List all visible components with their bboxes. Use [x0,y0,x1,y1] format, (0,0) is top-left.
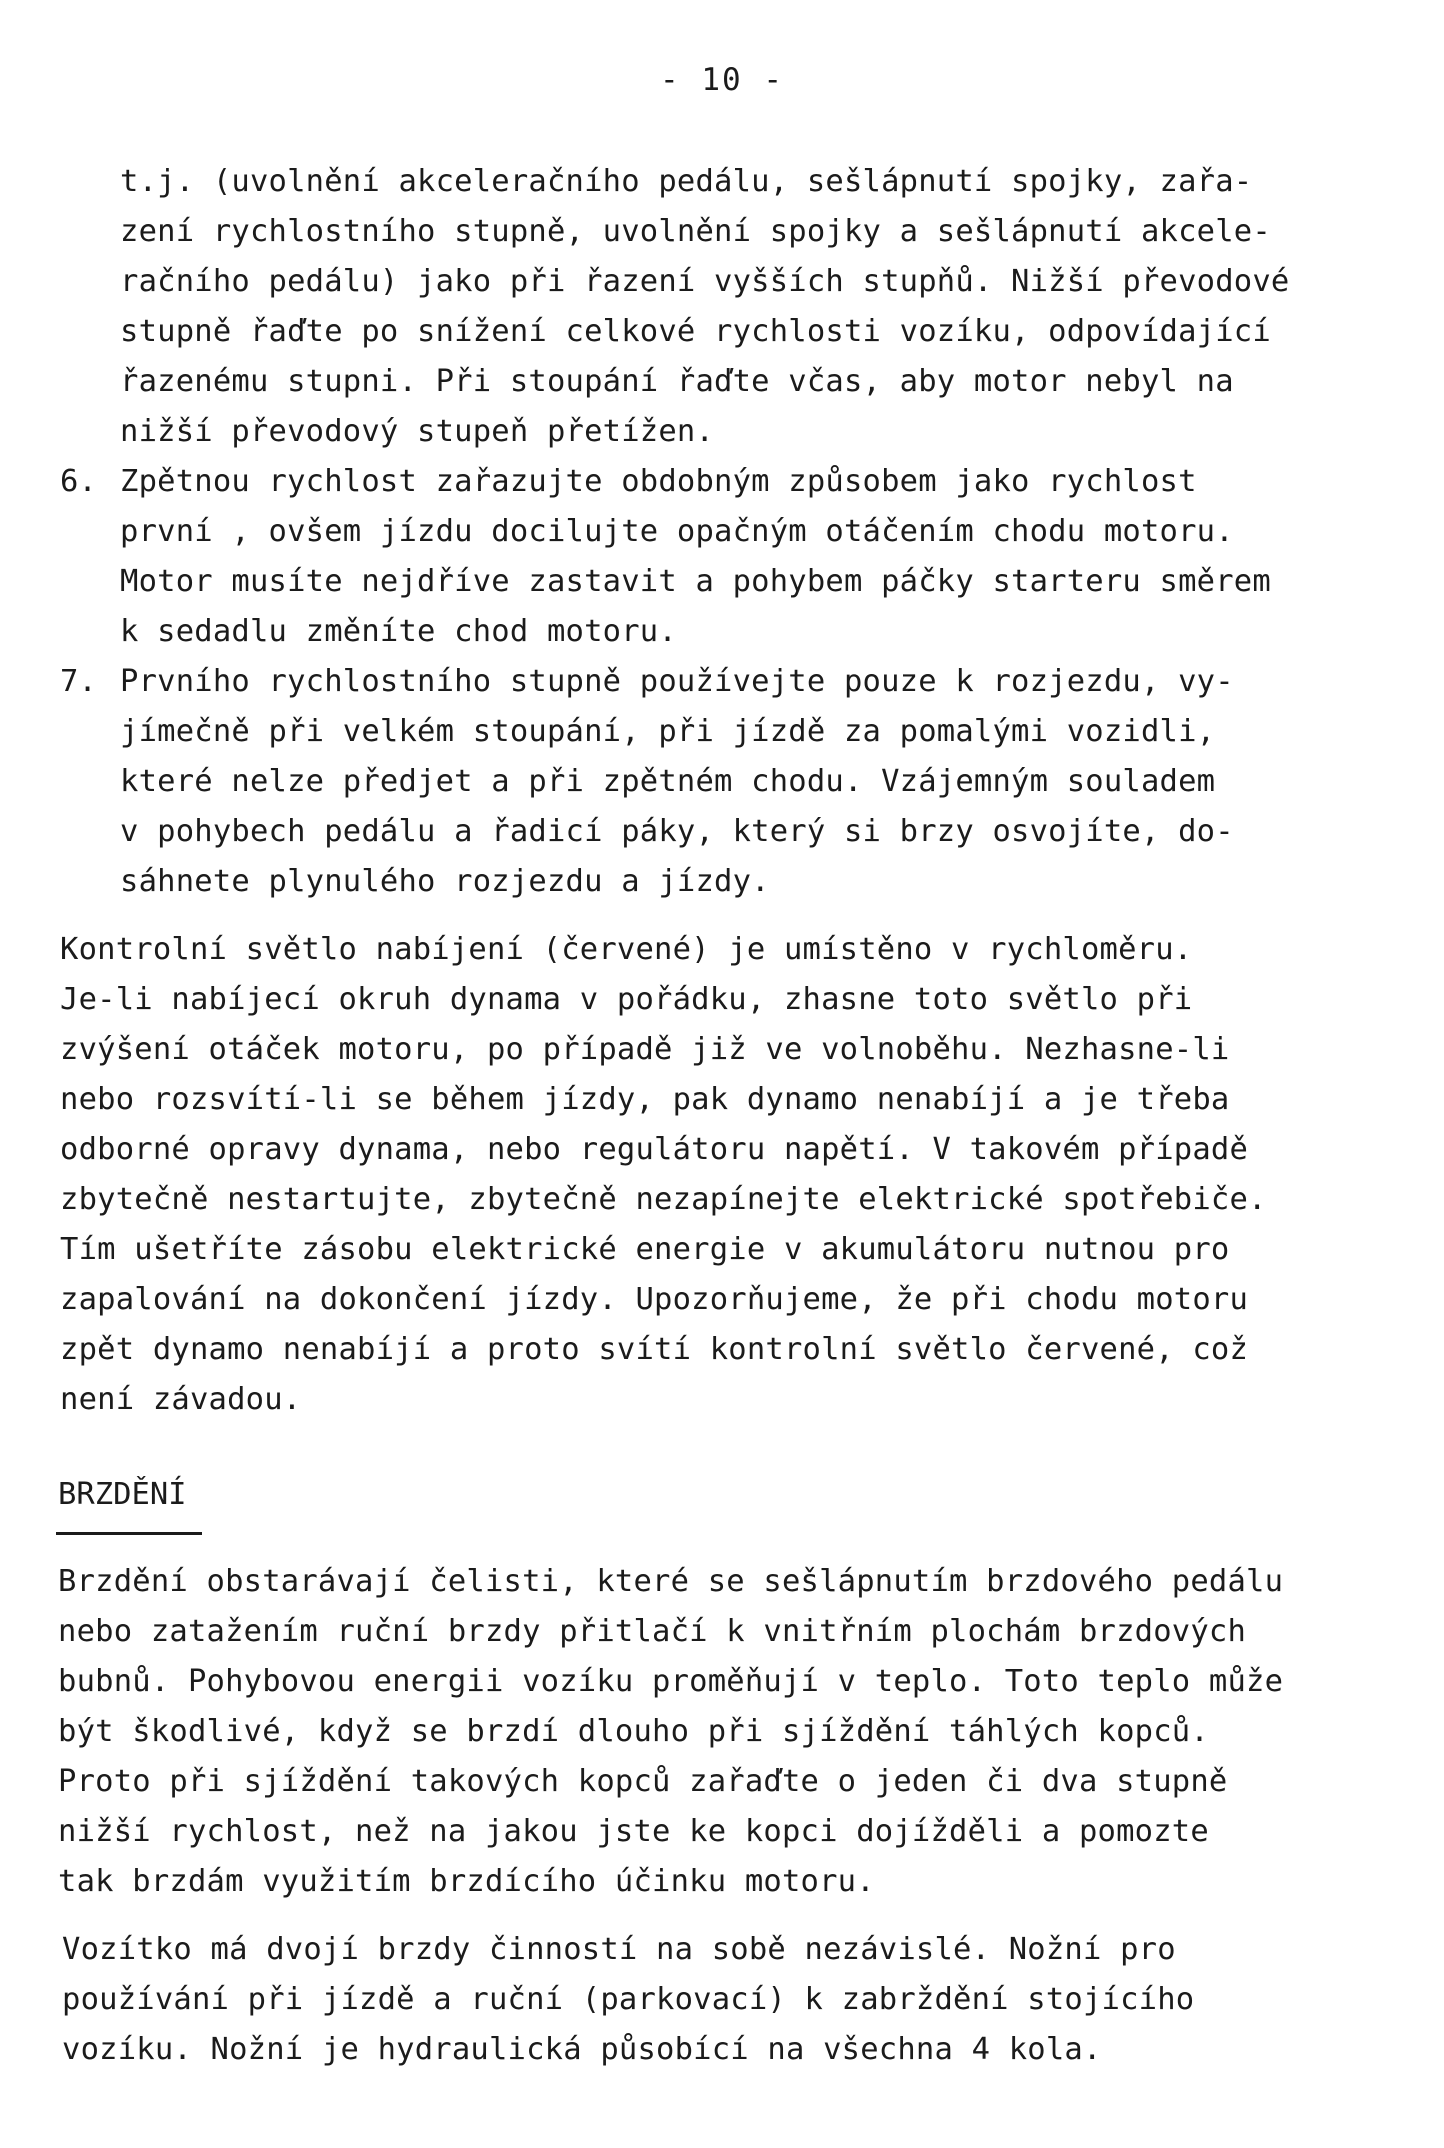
text-line: zení rychlostního stupně, uvolnění spojky a sešlápnutí akcele- [120,214,1271,249]
text-line: nižší rychlost, než na jakou jste ke kopci dojížděli a pomozte [58,1814,1209,1849]
text-line: které nelze předjet a při zpětném chodu. Vzájemným souladem [120,764,1216,799]
text-line: t.j. (uvolnění akceleračního pedálu, sešlápnutí spojky, zařa- [120,164,1253,199]
text-line: k sedadlu změníte chod motoru. [120,614,677,649]
text-line: nebo zatažením ruční brzdy přitlačí k vnitřním plochám brzdových [58,1614,1247,1649]
text-line: být škodlivé, když se brzdí dlouho při sjíždění táhlých kopců. [58,1714,1209,1749]
text-line: Prvního rychlostního stupně používejte pouze k rozjezdu, vy- [120,664,1234,699]
text-line: stupně řaďte po snížení celkové rychlosti vozíku, odpovídající [120,314,1271,349]
text-line: Zpětnou rychlost zařazujte obdobným způsobem jako rychlost [120,464,1197,499]
text-line: bubnů. Pohybovou energii vozíku proměňují v teplo. Toto teplo může [58,1664,1284,1699]
text-line: jímečně při velkém stoupání, při jízdě za pomalými vozidli, [120,714,1216,749]
text-line: používání při jízdě a ruční (parkovací) k zabrždění stojícího [62,1982,1195,2017]
text-line: odborné opravy dynama, nebo regulátoru napětí. V takovém případě [60,1132,1249,1167]
text-line: Je-li nabíjecí okruh dynama v pořádku, zhasne toto světlo při [60,982,1193,1017]
text-line: nižší převodový stupeň přetížen. [120,414,715,449]
heading-underline [56,1532,202,1535]
text-line: sáhnete plynulého rozjezdu a jízdy. [120,864,770,899]
list-item-number: 6. [60,464,97,499]
text-line: Tím ušetříte zásobu elektrické energie v akumulátoru nutnou pro [60,1232,1230,1267]
text-line: zpět dynamo nenabíjí a proto svítí kontrolní světlo červené, což [60,1332,1249,1367]
text-line: zapalování na dokončení jízdy. Upozorňujeme, že při chodu motoru [60,1282,1249,1317]
text-line: vozíku. Nožní je hydraulická působící na všechna 4 kola. [62,2032,1102,2067]
text-line: Motor musíte nejdříve zastavit a pohybem páčky starteru směrem [120,564,1271,599]
text-line: tak brzdám využitím brzdícího účinku motoru. [58,1864,875,1899]
text-line: zbytečně nestartujte, zbytečně nezapínejte elektrické spotřebiče. [60,1182,1267,1217]
text-line: první , ovšem jízdu docilujte opačným otáčením chodu motoru. [120,514,1234,549]
text-line: račního pedálu) jako při řazení vyšších stupňů. Nižší převodové [120,264,1290,299]
text-line: není závadou. [60,1382,302,1417]
list-item-number: 7. [60,664,97,699]
text-line: zvýšení otáček motoru, po případě již ve volnoběhu. Nezhasne-li [60,1032,1230,1067]
text-line: řazenému stupni. Při stoupání řaďte včas, aby motor nebyl na [120,364,1234,399]
page-number: - 10 - [660,62,784,98]
text-line: nebo rozsvítí-li se během jízdy, pak dynamo nenabíjí a je třeba [60,1082,1230,1117]
text-line: Proto při sjíždění takových kopců zařaďte o jeden či dva stupně [58,1764,1228,1799]
text-line: v pohybech pedálu a řadicí páky, který si brzy osvojíte, do- [120,814,1234,849]
text-line: Kontrolní světlo nabíjení (červené) je umístěno v rychloměru. [60,932,1193,967]
section-heading: BRZDĚNÍ [58,1477,187,1512]
text-line: Brzdění obstarávají čelisti, které se sešlápnutím brzdového pedálu [58,1564,1284,1599]
text-line: Vozítko má dvojí brzdy činností na sobě nezávislé. Nožní pro [62,1932,1176,1967]
